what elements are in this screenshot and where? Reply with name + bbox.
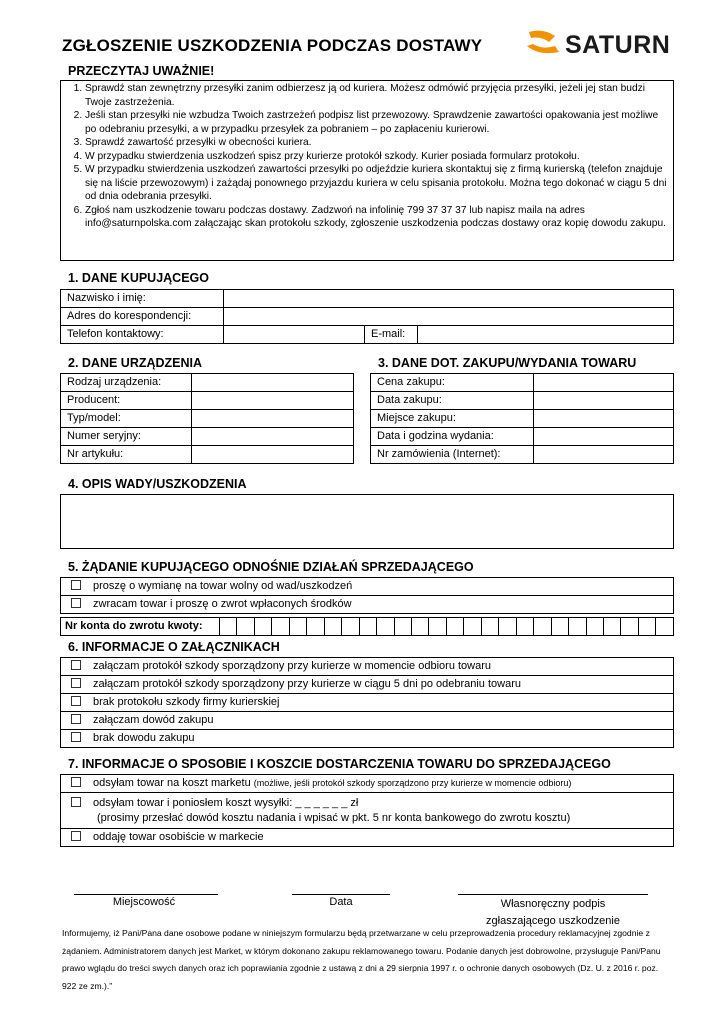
attachment-option[interactable] — [61, 658, 674, 676]
section4-heading: 4. OPIS WADY/USZKODZENIA — [68, 477, 247, 491]
device-label: Nr artykułu: — [61, 446, 192, 464]
device-field[interactable] — [192, 410, 354, 428]
delivery-option-own-cost[interactable] — [61, 793, 674, 829]
purchase-label: Cena zakupu: — [371, 374, 534, 392]
option-label: zwracam towar i proszę o zwrot wpłaconych środków — [93, 598, 352, 610]
account-digit-box[interactable] — [499, 618, 516, 636]
purchase-label: Miejsce zakupu: — [371, 410, 534, 428]
instruction-item: 6. Zgłoś nam uszkodzenie towaru podczas dostawy. Zadzwoń na infolinię 799 37 37 37 lub napisz maila na adres info@saturnpolska.com załączając skan protokołu szkody, zgłoszenie uszkodzenia podczas dostawy oraz kopię dowodu zakupu. — [85, 204, 667, 231]
page-title: ZGŁOSZENIE USZKODZENIA PODCZAS DOSTAWY — [62, 36, 483, 55]
place-line[interactable] — [74, 894, 218, 895]
account-digit-box[interactable] — [359, 618, 376, 636]
address-field[interactable] — [224, 308, 674, 326]
purchase-label: Nr zamówienia (Internet): — [371, 446, 534, 464]
account-digit-box[interactable] — [307, 618, 324, 636]
purchase-table — [370, 373, 674, 464]
instruction-item: 4. W przypadku stwierdzenia uszkodzeń spisz przy kurierze protokół szkody. Kurier posiada formularz protokołu. — [85, 150, 667, 164]
instructions-heading: PRZECZYTAJ UWAŻNIE! — [68, 64, 215, 78]
date-line[interactable] — [292, 894, 390, 895]
option-label: oddaję towar osobiście w markecie — [93, 831, 264, 843]
section7-heading: 7. INFORMACJE O SPOSOBIE I KOSZCIE DOSTARCZENIA TOWARU DO SPRZEDAJĄCEGO — [68, 757, 611, 771]
account-label: Nr konta do zwrotu kwoty: — [61, 618, 220, 636]
purchase-label: Data i godzina wydania: — [371, 428, 534, 446]
request-table — [60, 577, 674, 614]
account-digit-box[interactable] — [220, 618, 237, 636]
buyer-table — [60, 289, 674, 344]
instructions-box — [60, 80, 674, 261]
account-digit-box[interactable] — [656, 618, 674, 636]
attachment-option[interactable] — [61, 730, 674, 748]
request-option-refund[interactable] — [61, 596, 674, 614]
attachment-option[interactable] — [61, 676, 674, 694]
account-number-table — [60, 617, 674, 636]
account-digit-box[interactable] — [569, 618, 586, 636]
privacy-notice: Informujemy, iż Pani/Pana dane osobowe podane w niniejszym formularzu będą przetwarzane w celu przeprowadzenia procedury reklamacyjnej zgodnie z żądaniem. Administratorem danych jest Market, w którym dokonano zakupu reklamowanego towaru. Podanie danych jest dobrowolne, przysługuje Pani/Panu prawo wglądu do treści swych danych oraz ich poprawiania zgodnie z ustawą z dni a 29 sierpnia 1997 r. o ochronie danych osobowych (Dz. U. z 2016 r. poz. 922 ze zm.).” — [62, 928, 661, 991]
device-field[interactable] — [192, 374, 354, 392]
phone-label: Telefon kontaktowy: — [61, 326, 224, 344]
account-digit-box[interactable] — [551, 618, 568, 636]
phone-field[interactable] — [224, 326, 365, 344]
account-digit-box[interactable] — [272, 618, 289, 636]
request-option-exchange[interactable] — [61, 578, 674, 596]
name-label: Nazwisko i imię: — [61, 290, 224, 308]
section3-heading: 3. DANE DOT. ZAKUPU/WYDANIA TOWARU — [378, 356, 637, 370]
instruction-item: 2. Jeśli stan przesyłki nie wzbudza Twoich zastrzeżeń podpisz list przewozowy. Sprawdzenie zawartości opakowania jest możliwe po odebraniu przesyłki, a w przypadku przesyłek za pobraniem – po zapłaceniu kurierowi. — [85, 109, 667, 136]
section2-heading: 2. DANE URZĄDZENIA — [68, 356, 203, 370]
device-field[interactable] — [192, 446, 354, 464]
checkbox[interactable] — [71, 580, 81, 590]
place-label: Miejscowość — [112, 896, 176, 908]
signature-line[interactable] — [458, 894, 648, 895]
saturn-logo-icon — [525, 26, 670, 60]
device-field[interactable] — [192, 428, 354, 446]
account-digit-box[interactable] — [289, 618, 306, 636]
delivery-table — [60, 774, 674, 847]
account-digit-box[interactable] — [394, 618, 411, 636]
checkbox[interactable] — [71, 660, 81, 670]
account-digit-box[interactable] — [237, 618, 254, 636]
defect-description-field[interactable] — [60, 494, 674, 549]
account-digit-box[interactable] — [446, 618, 463, 636]
address-label: Adres do korespondencji: — [61, 308, 224, 326]
section6-heading: 6. INFORMACJE O ZAŁĄCZNIKACH — [68, 640, 280, 654]
option-label: brak dowodu zakupu — [93, 732, 195, 744]
option-label: odsyłam towar na koszt marketu — [93, 777, 251, 789]
device-label: Typ/model: — [61, 410, 192, 428]
purchase-label: Data zakupu: — [371, 392, 534, 410]
account-digit-box[interactable] — [586, 618, 603, 636]
instruction-item: 1. Sprawdź stan zewnętrzny przesyłki zanim odbierzesz ją od kuriera. Możesz odmówić przyjęcia przesyłki, jeżeli jej stan budzi Twoje zastrzeżenia. — [85, 82, 667, 109]
delivery-option-in-person[interactable] — [61, 829, 674, 847]
svg-text:SATURN: SATURN — [565, 31, 670, 59]
section5-heading: 5. ŻĄDANIE KUPUJĄCEGO ODNOŚNIE DZIAŁAŃ SPRZEDAJĄCEGO — [68, 560, 474, 574]
email-field[interactable] — [418, 326, 674, 344]
purchase-field[interactable] — [534, 374, 674, 392]
attachment-option[interactable] — [61, 694, 674, 712]
device-label: Numer seryjny: — [61, 428, 192, 446]
date-label: Data — [329, 896, 353, 908]
instruction-item: 3. Sprawdź zawartość przesyłki w obecności kuriera. — [85, 136, 667, 150]
account-digit-box[interactable] — [603, 618, 620, 636]
account-digit-box[interactable] — [377, 618, 394, 636]
instructions-list — [69, 82, 667, 231]
account-digit-box[interactable] — [638, 618, 655, 636]
device-field[interactable] — [192, 392, 354, 410]
account-digit-box[interactable] — [516, 618, 533, 636]
checkbox[interactable] — [71, 714, 81, 724]
instruction-item: 5. W przypadku stwierdzenia uszkodzeń zawartości przesyłki po odjeździe kuriera skontaktuj się z firmą kurierską (telefon znajduje się na liście przewozowym) i zażądaj ponownego przyjazdu kuriera w celu spisania protokołu. Można tego dokonać w ciągu 5 dni od dnia odebrania przesyłki. — [85, 163, 667, 204]
delivery-option-market-cost[interactable] — [61, 775, 674, 793]
checkbox[interactable] — [71, 732, 81, 742]
signature-label-line1: Własnoręczny podpis — [500, 898, 606, 910]
option-label: załączam protokół szkody sporządzony przy kurierze w ciągu 5 dni po odebraniu towaru — [93, 678, 521, 690]
option-label: brak protokołu szkody firmy kurierskiej — [93, 696, 280, 708]
account-digit-box[interactable] — [464, 618, 481, 636]
account-digit-box[interactable] — [621, 618, 638, 636]
checkbox[interactable] — [71, 777, 81, 787]
option-label: załączam dowód zakupu — [93, 714, 214, 726]
attachments-table — [60, 657, 674, 748]
option-note: (prosimy przesłać dowód kosztu nadania i wpisać w pkt. 5 nr konta bankowego do zwrotu kosztu) — [97, 812, 571, 824]
checkbox[interactable] — [71, 678, 81, 688]
option-label: załączam protokół szkody sporządzony przy kurierze w momencie odbioru towaru — [93, 660, 492, 672]
account-digit-box[interactable] — [254, 618, 271, 636]
purchase-field[interactable] — [534, 410, 674, 428]
email-label: E-mail: — [365, 326, 418, 344]
section1-heading: 1. DANE KUPUJĄCEGO — [68, 271, 209, 285]
account-digit-box[interactable] — [534, 618, 551, 636]
purchase-field[interactable] — [534, 428, 674, 446]
account-digit-box[interactable] — [481, 618, 498, 636]
name-field[interactable] — [224, 290, 674, 308]
checkbox[interactable] — [71, 797, 81, 807]
purchase-field[interactable] — [534, 446, 674, 464]
account-digit-box[interactable] — [324, 618, 341, 636]
device-label: Rodzaj urządzenia: — [61, 374, 192, 392]
checkbox[interactable] — [71, 696, 81, 706]
checkbox[interactable] — [71, 831, 81, 841]
attachment-option[interactable] — [61, 712, 674, 730]
device-table — [60, 373, 354, 464]
device-label: Producent: — [61, 392, 192, 410]
account-digit-box[interactable] — [429, 618, 446, 636]
option-label: odsyłam towar i poniosłem koszt wysyłki: _ _ _ _ _ _ zł — [93, 797, 359, 809]
option-label: proszę o wymianę na towar wolny od wad/uszkodzeń — [93, 580, 353, 592]
saturn-logo — [525, 26, 670, 60]
account-digit-box[interactable] — [342, 618, 359, 636]
option-note: (możliwe, jeśli protokół szkody sporządzono przy kurierze w momencie odbioru) — [253, 778, 572, 788]
account-digit-box[interactable] — [411, 618, 428, 636]
signature-label-line2: zgłaszającego uszkodzenie — [486, 915, 620, 927]
checkbox[interactable] — [71, 598, 81, 608]
purchase-field[interactable] — [534, 392, 674, 410]
